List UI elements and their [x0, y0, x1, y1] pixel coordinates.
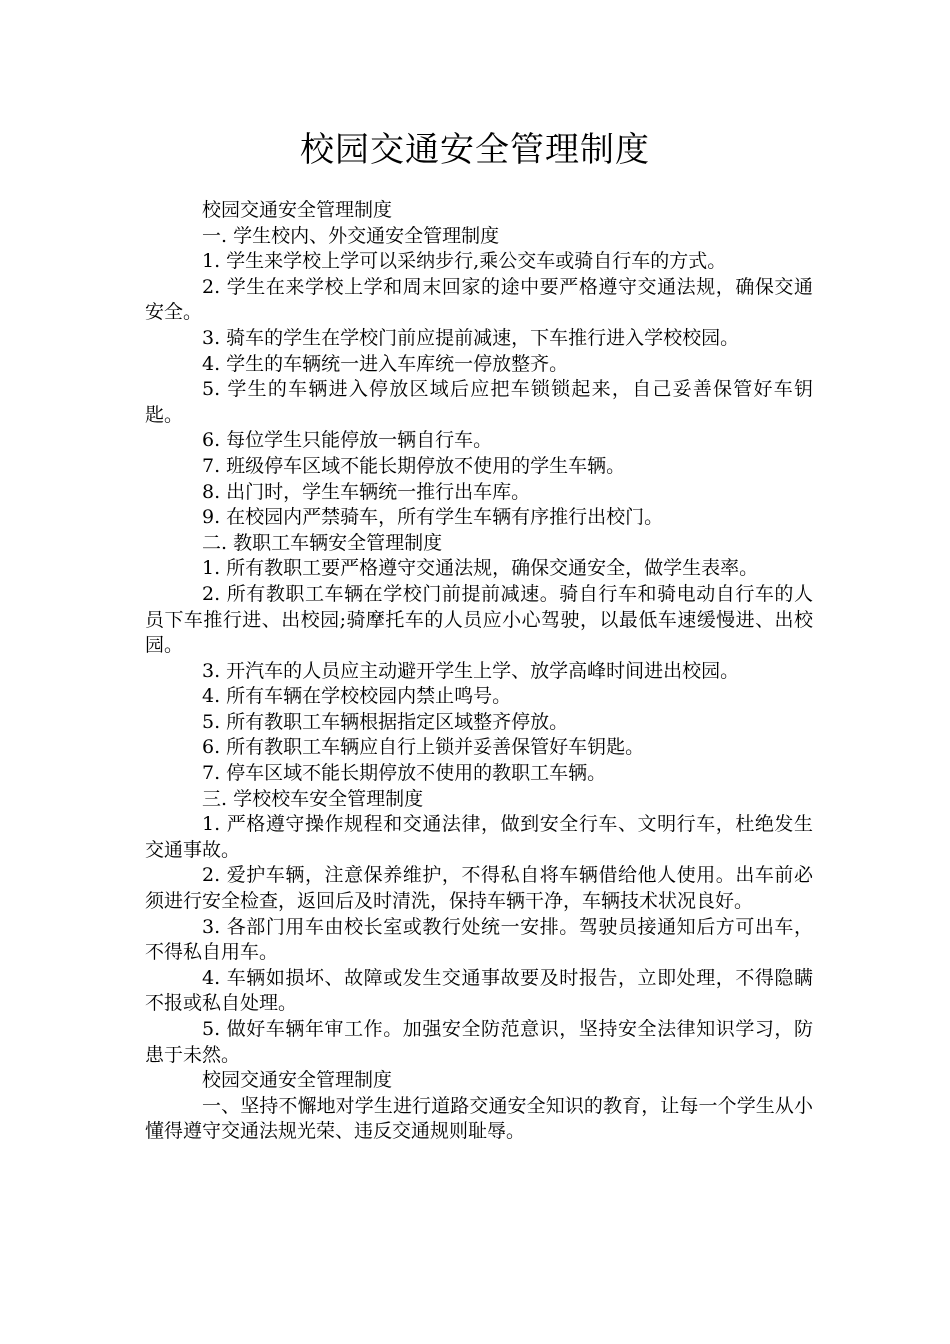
list-item: 1. 严格遵守操作规程和交通法律，做到安全行车、文明行车，杜绝发生交通事故。: [145, 813, 813, 861]
list-item: 2. 爱护车辆，注意保养维护，不得私自将车辆借给他人使用。出车前必须进行安全检查，返回后及时清洗，保持车辆干净，车辆技术状况良好。: [145, 864, 813, 913]
page-title: 校园交通安全管理制度: [300, 130, 650, 170]
list-item: 4. 车辆如损坏、故障或发生交通事故要及时报告，立即处理，不得隐瞒不报或私自处理。: [145, 966, 813, 1015]
list-item: 4. 学生的车辆统一进入车库统一停放整齐。: [202, 352, 569, 375]
list-item: 8. 出门时，学生车辆统一推行出车库。: [202, 480, 531, 503]
paragraph-heading: 校园交通安全管理制度: [202, 1069, 393, 1092]
section-heading-3: 三. 学校校车安全管理制度: [202, 787, 424, 810]
section-heading-1: 一. 学生校内、外交通安全管理制度: [202, 224, 500, 247]
list-item: 一、坚持不懈地对学生进行道路交通安全知识的教育，让每一个学生从小懂得遵守交通法规光荣、违反交通规则耻辱。: [145, 1094, 813, 1143]
paragraph-heading: 校园交通安全管理制度: [202, 199, 393, 221]
list-item: 5. 做好车辆年审工作。加强安全防范意识，坚持安全法律知识学习，防患于未然。: [145, 1018, 813, 1066]
list-item: 4. 所有车辆在学校校园内禁止鸣号。: [202, 685, 512, 708]
document-body: [145, 198, 813, 1145]
list-item: 3. 开汽车的人员应主动避开学生上学、放学高峰时间进出校园。: [202, 659, 740, 682]
list-item: 7. 停车区域不能长期停放不使用的教职工车辆。: [202, 762, 607, 785]
section-heading-2: 二. 教职工车辆安全管理制度: [202, 531, 443, 554]
list-item: 2. 所有教职工车辆在学校门前提前减速。骑自行车和骑电动自行车的人员下车推行进、出校园;骑摩托车的人员应小心驾驶，以最低车速缓慢进、出校园。: [145, 582, 813, 657]
list-item: 3. 各部门用车由校长室或教行处统一安排。驾驶员接通知后方可出车，不得私自用车。: [145, 915, 813, 964]
list-item: 5. 学生的车辆进入停放区域后应把车锁锁起来，自己妥善保管好车钥匙。: [145, 378, 813, 426]
list-item: 6. 所有教职工车辆应自行上锁并妥善保管好车钥匙。: [202, 736, 645, 759]
list-item: 2. 学生在来学校上学和周末回家的途中要严格遵守交通法规，确保交通安全。: [145, 275, 813, 324]
list-item: 6. 每位学生只能停放一辆自行车。: [202, 429, 493, 452]
list-item: 7. 班级停车区域不能长期停放不使用的学生车辆。: [202, 454, 626, 477]
list-item: 9. 在校园内严禁骑车，所有学生车辆有序推行出校门。: [202, 506, 664, 529]
list-item: 3. 骑车的学生在学校门前应提前减速，下车推行进入学校校园。: [202, 326, 740, 349]
list-item: 1. 所有教职工要严格遵守交通法规，确保交通安全，做学生表率。: [202, 557, 759, 580]
list-item: 1. 学生来学校上学可以采纳步行,乘公交车或骑自行车的方式。: [202, 250, 727, 273]
list-item: 5. 所有教职工车辆根据指定区域整齐停放。: [202, 710, 569, 733]
